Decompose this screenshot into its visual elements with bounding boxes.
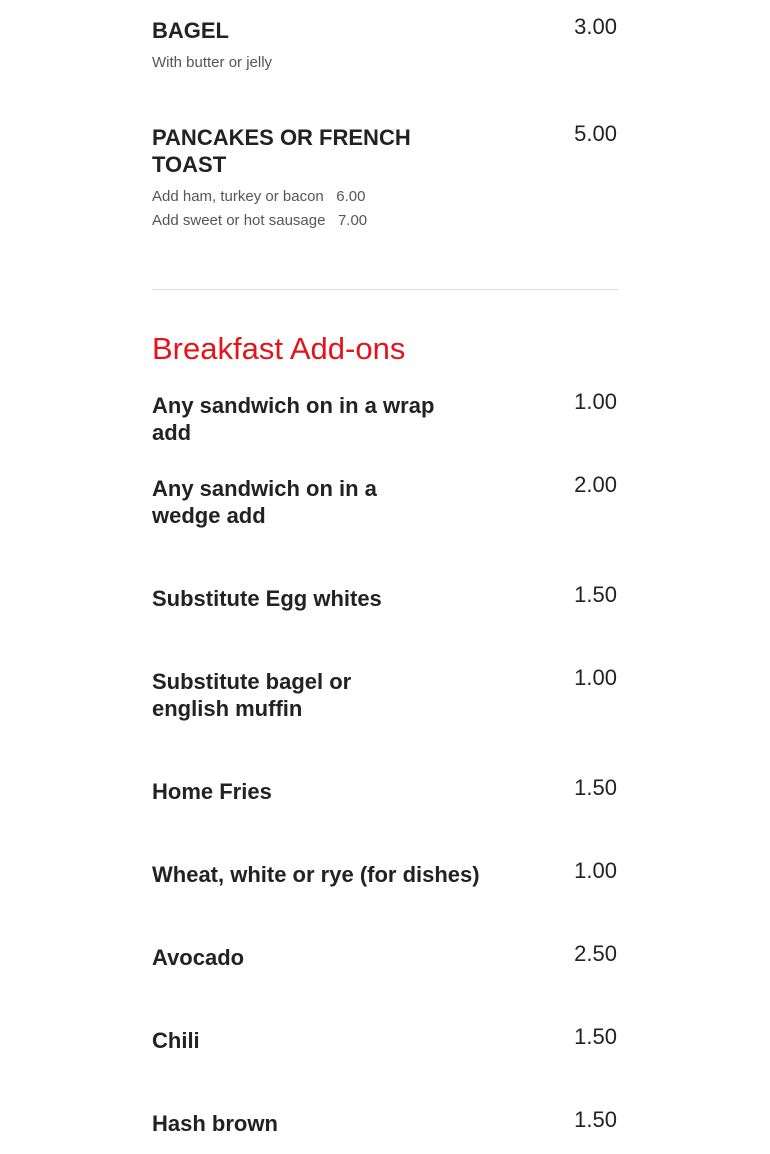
item-name: Chili bbox=[152, 1028, 200, 1053]
item-description: Add ham, turkey or bacon 6.00 bbox=[152, 188, 366, 205]
item-name: Hash brown bbox=[152, 1111, 278, 1136]
item-name: Wheat, white or rye (for dishes) bbox=[152, 862, 480, 887]
item-price: 1.50 bbox=[574, 775, 617, 800]
item-name: Substitute Egg whites bbox=[152, 586, 382, 611]
item-name: Any sandwich on in a wrap add bbox=[152, 393, 435, 445]
item-name: PANCAKES OR FRENCH TOAST bbox=[152, 125, 411, 177]
item-price: 1.00 bbox=[574, 389, 617, 414]
item-name: Home Fries bbox=[152, 779, 272, 804]
item-price: 1.50 bbox=[574, 1107, 617, 1132]
item-price: 2.50 bbox=[574, 941, 617, 966]
item-price: 1.50 bbox=[574, 1024, 617, 1049]
item-name: Substitute bagel or english muffin bbox=[152, 669, 352, 721]
item-price: 1.00 bbox=[574, 665, 617, 690]
item-name: Any sandwich on in a wedge add bbox=[152, 476, 377, 528]
item-price: 1.50 bbox=[574, 582, 617, 607]
item-price: 5.00 bbox=[574, 121, 617, 146]
item-description: With butter or jelly bbox=[152, 54, 273, 71]
section-divider bbox=[152, 289, 618, 290]
section-title: Breakfast Add-ons bbox=[152, 331, 406, 366]
item-price: 1.00 bbox=[574, 858, 617, 883]
item-price: 3.00 bbox=[574, 14, 617, 39]
item-name: BAGEL bbox=[152, 18, 229, 43]
item-name: Avocado bbox=[152, 945, 245, 970]
item-price: 2.00 bbox=[574, 472, 617, 497]
item-description: Add sweet or hot sausage 7.00 bbox=[152, 212, 368, 229]
